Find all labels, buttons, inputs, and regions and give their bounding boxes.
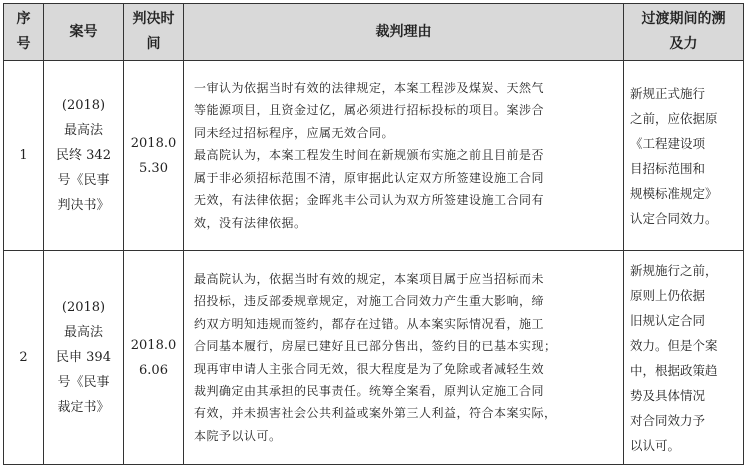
row-reason: 最高院认为，依据当时有效的规定，本案项目属于应当招标而未 招投标，违反部委规章规定，对施工合同效力产生重大影响，缔 约双方明知违规而签约，都存在过错。从本案实际情况看，施工 合同基本履行，房屋已建好且已部分售出，签约目的已基本实现； 现再审申请人主张合同无效，很大程度是为了免除或者减轻生效 裁判确定由其承担的民事责任。统筹全案看，原判认定施工合同 有效，并未损害社会公共利益或案外第三人利益，符合本案实际， 本院予以认可。 xyxy=(184,251,624,465)
table-row xyxy=(4,61,744,251)
header-effect: 过渡期间的溯 及力 xyxy=(624,4,744,61)
judgment-table xyxy=(3,3,744,465)
header-seq: 序 号 xyxy=(4,4,44,61)
header-case-no: 案号 xyxy=(44,4,124,61)
row-date: 2018.0 5.30 xyxy=(124,61,184,251)
header-reason: 裁判理由 xyxy=(184,4,624,61)
row-case-no: (2018) 最高法 民申 394 号《民事 裁定书》 xyxy=(44,251,124,465)
row-effect: 新规施行之前， 原则上仍依据 旧规认定合同 效力。但是个案 中，根据政策趋 势及具体情况 对合同效力予 以认可。 xyxy=(624,251,744,465)
row-reason: 一审认为依据当时有效的法律规定，本案工程涉及煤炭、天然气 等能源项目，且资金过亿，属必须进行招标投标的项目。案涉合 同未经过招标程序，应属无效合同。 最高院认为，本案工程发生时间在新规颁布实施之前且目前是否 属于非必须招标范围不清，原审据此认定双方所签建设施工合同 无效，有法律依据；金晖兆丰公司认为双方所签建设施工合同有 效，没有法律依据。 xyxy=(184,61,624,251)
row-date: 2018.0 6.06 xyxy=(124,251,184,465)
header-row xyxy=(4,4,744,61)
row-seq: 2 xyxy=(4,251,44,465)
table-row xyxy=(4,251,744,465)
row-case-no: (2018) 最高法 民终 342 号《民事 判决书》 xyxy=(44,61,124,251)
header-date: 判决时 间 xyxy=(124,4,184,61)
row-effect: 新规正式施行 之前，应依据原 《工程建设项 目招标范围和 规模标准规定》 认定合同效力。 xyxy=(624,61,744,251)
row-seq: 1 xyxy=(4,61,44,251)
